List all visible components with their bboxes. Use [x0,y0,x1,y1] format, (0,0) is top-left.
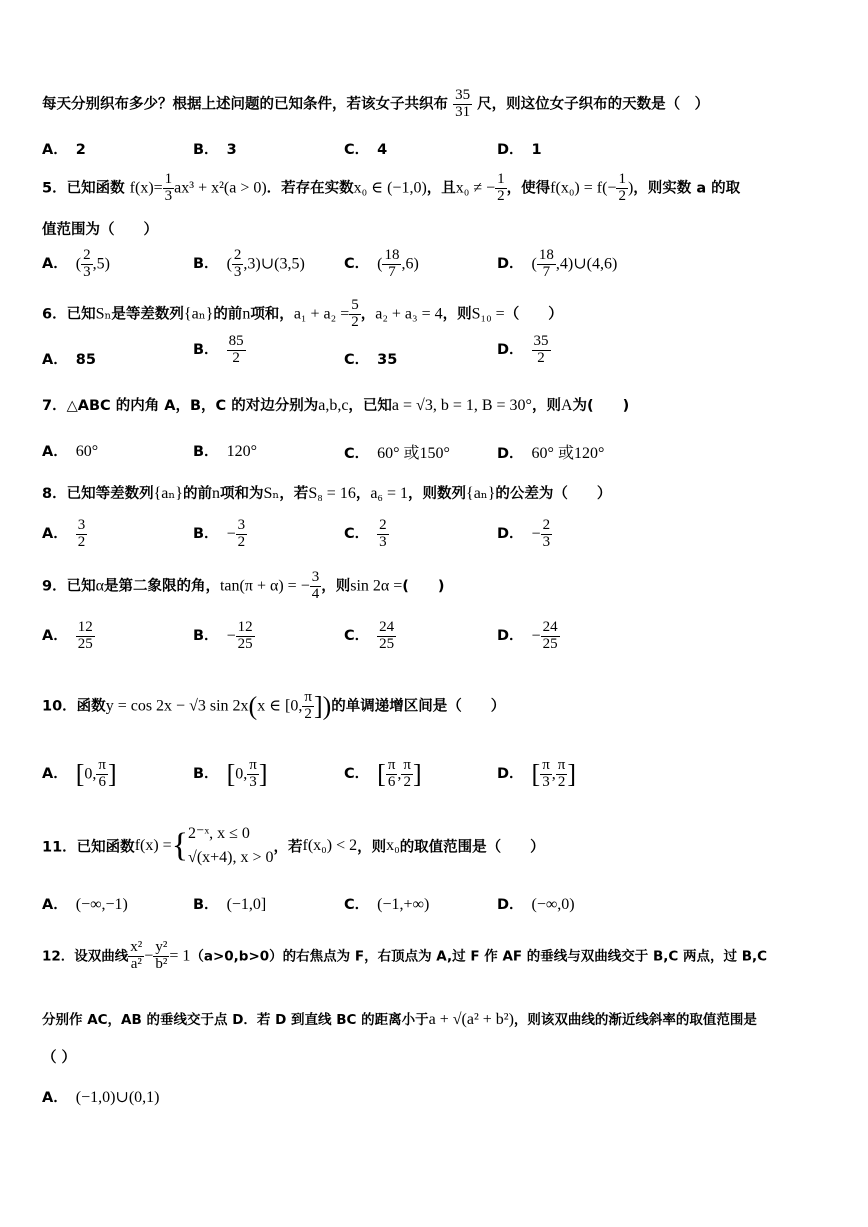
q7-option-a[interactable]: A． 60° [42,443,99,460]
q8-option-d[interactable]: D． − $\frac{2}{3}$ [497,517,551,550]
q10-stem: 10．函数y = cos 2x − √3 sin 2x(x ∈ [0, $\frac{\pi}{2}$ ])的单调递增区间是（ ） [42,689,506,722]
q12-stem-line3: （ ） [42,1050,77,1066]
q9-option-d[interactable]: D． − $\frac{24}{25}$ [497,619,558,652]
q7-stem: 7．△ABC 的内角 A，B，C 的对边分别为a,b,c，已知a = √3, b = 1, B = 30°，则A为( ) [42,397,630,414]
q10-option-b[interactable]: B． [0, $\frac{\pi}{3}$ ] [193,757,268,790]
q11-option-a[interactable]: A． (−∞,−1) [42,896,128,913]
q4-option-d[interactable]: D． 1 [497,142,542,158]
q11-stem: 11．已知函数f(x) ={ 2⁻ˣ, x ≤ 0 √(x+4), x > 0 ，若f(x₀) < 2，则x₀的取值范围是（ ） [42,822,838,870]
q11-option-b[interactable]: B． (−1,0] [193,896,267,913]
q6-stem: 6．已知Sₙ是等差数列{aₙ}的前n项和，a₁ + a₂ = $\frac{5}{2}$ ，a₂ + a₃ = 4，则S₁₀ =（ ） [42,297,563,330]
q8-option-b[interactable]: B． − $\frac{3}{2}$ [193,517,246,550]
q9-option-b[interactable]: B． − $\frac{12}{25}$ [193,619,253,652]
q4-stem-text: 每天分别织布多少？根据上述问题的已知条件，若该女子共织布 [42,96,448,113]
q5-stem-line2: 值范围为（ ） [42,222,158,238]
q9-option-c[interactable]: C． $\frac{24}{25}$ [344,619,395,652]
q4-fraction: $\frac{35}{31}$ [455,87,471,120]
q6-option-b[interactable]: B． $\frac{85}{2}$ [193,333,244,366]
q7-option-d[interactable]: D． 60° 或120° [497,445,605,462]
q10-option-a[interactable]: A． [0, $\frac{\pi}{6}$ ] [42,757,117,790]
q5-stem: 5．已知函数 f(x)= $\frac{1}{3}$ ax³ + x²(a > 0)．若存在实数x₀ ∈ (−1,0)，且x₀ ≠ − $\frac{1}{2}$ ，使得f(x₀) = f(− $\frac{1}{2}$ )，则实数 a 的取 [42,171,741,204]
q8-option-a[interactable]: A． $\frac{3}{2}$ [42,517,86,550]
q4-option-c[interactable]: C． 4 [344,142,388,158]
q11-piecewise: 2⁻ˣ, x ≤ 0 √(x+4), x > 0 [188,825,274,866]
q12-stem: 12．设双曲线 $\frac{\text{x²}}{\text{a²}}$ − $\frac{\text{y²}}{\text{b²}}$ = 1（a>0,b>0）的右焦点为 F，右顶点为 A,过 F 作 AF 的垂线与双曲线交于 B,C 两点，过 B,C [42,939,768,972]
q6-option-d[interactable]: D． $\frac{35}{2}$ [497,333,549,366]
q4-stem [42,88,838,121]
q7-option-b[interactable]: B． 120° [193,443,257,460]
q4-option-b[interactable]: B． 3 [193,142,237,158]
q11-option-c[interactable]: C． (−1,+∞) [344,896,430,913]
q7-option-c[interactable]: C． 60° 或150° [344,445,450,462]
q10-option-c[interactable]: C． [ $\frac{\pi}{6}$ , $\frac{\pi}{2}$ ] [344,757,422,790]
q9-stem: 9．已知α是第二象限的角，tan(π + α) = − $\frac{3}{4}$ ，则sin 2α =( ) [42,569,445,602]
q4-stem-text-b: 尺，则这位女子织布的天数是（ ） [477,96,710,113]
q5-option-d[interactable]: D． ( $\frac{18}{7}$ ,4)∪(4,6) [497,247,618,280]
q5-option-c[interactable]: C． ( $\frac{18}{7}$ ,6) [344,247,419,280]
q11-option-d[interactable]: D． (−∞,0) [497,896,575,913]
q6-option-a[interactable]: A． 85 [42,352,96,368]
q5-option-a[interactable]: A． ( $\frac{2}{3}$ ,5) [42,247,110,280]
q12-option-a[interactable]: A． (−1,0)∪(0,1) [42,1089,160,1106]
q9-option-a[interactable]: A． $\frac{12}{25}$ [42,619,93,652]
q4-option-a[interactable]: A． 2 [42,142,86,158]
q10-option-d[interactable]: D． [ $\frac{\pi}{3}$ , $\frac{\pi}{2}$ ] [497,757,577,790]
q12-stem-line2: 分别作 AC，AB 的垂线交于点 D．若 D 到直线 BC 的距离小于a + √(a² + b²)，则该双曲线的渐近线斜率的取值范围是 [42,1011,757,1028]
q5-option-b[interactable]: B． ( $\frac{2}{3}$ ,3)∪(3,5) [193,247,305,280]
q8-stem: 8．已知等差数列{aₙ}的前n项和为Sₙ，若S₈ = 16，a₆ = 1，则数列{aₙ}的公差为（ ） [42,485,612,502]
q8-option-c[interactable]: C． $\frac{2}{3}$ [344,517,387,550]
q6-option-c[interactable]: C． 35 [344,352,398,368]
